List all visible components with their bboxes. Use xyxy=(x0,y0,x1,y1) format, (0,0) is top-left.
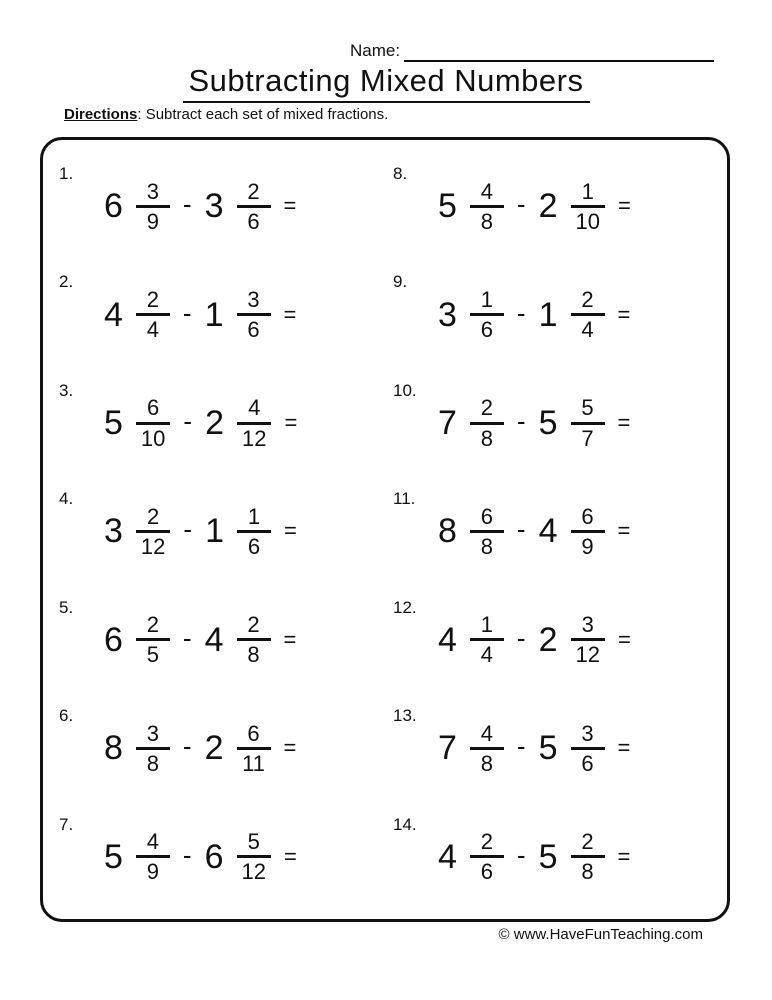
fraction-bar xyxy=(237,313,271,316)
equals-sign: = xyxy=(618,193,631,219)
minuend-numerator: 2 xyxy=(147,503,160,529)
fraction-bar xyxy=(470,855,504,858)
minuend-numerator: 2 xyxy=(480,395,494,421)
minuend-whole: 5 xyxy=(438,187,457,226)
fraction-bar xyxy=(470,205,504,208)
minuend-whole: 8 xyxy=(438,512,457,551)
fraction-bar xyxy=(571,530,605,533)
subtrahend-whole: 3 xyxy=(204,187,224,226)
minus-sign: - xyxy=(183,514,193,545)
equals-sign: = xyxy=(618,626,631,652)
minus-sign: - xyxy=(516,406,526,437)
minuend-fraction xyxy=(470,288,504,341)
problem-number: 10. xyxy=(393,380,417,400)
problem-number: 9. xyxy=(393,272,408,292)
equals-sign: = xyxy=(617,518,631,544)
minuend-denominator: 8 xyxy=(146,750,160,776)
problem-row xyxy=(387,803,721,911)
minuend-denominator: 5 xyxy=(146,642,160,668)
equals-sign: = xyxy=(283,626,297,652)
problem-row xyxy=(53,477,387,585)
subtrahend-numerator: 5 xyxy=(247,829,260,855)
minuend-fraction xyxy=(136,613,170,666)
problem-number: 3. xyxy=(59,380,74,400)
subtrahend-fraction xyxy=(571,288,605,341)
fraction-bar xyxy=(237,855,271,858)
equals-sign: = xyxy=(617,410,631,436)
subtrahend-numerator: 2 xyxy=(581,287,594,313)
problems-box xyxy=(40,137,730,922)
name-blank-line xyxy=(404,39,714,62)
minuend-fraction xyxy=(470,180,504,233)
subtrahend-fraction xyxy=(571,396,605,449)
problem-row xyxy=(387,260,721,368)
subtrahend-numerator: 3 xyxy=(581,612,594,638)
subtrahend-numerator: 4 xyxy=(248,395,261,421)
minuend-numerator: 1 xyxy=(480,612,494,638)
minuend-denominator: 9 xyxy=(146,859,160,885)
subtrahend-whole: 5 xyxy=(538,837,558,876)
fraction-bar xyxy=(136,313,170,316)
page-title xyxy=(0,63,772,103)
directions xyxy=(64,106,388,123)
subtrahend-numerator: 1 xyxy=(581,178,594,204)
subtrahend-denominator: 11 xyxy=(242,750,265,776)
minuend-fraction xyxy=(470,830,504,883)
subtrahend-whole: 2 xyxy=(538,620,558,659)
subtrahend-fraction xyxy=(237,180,271,233)
minuend-whole: 3 xyxy=(438,295,457,334)
minuend-numerator: 4 xyxy=(146,829,160,855)
minuend-whole: 6 xyxy=(104,187,123,226)
problem-row xyxy=(387,477,721,585)
problem-number: 2. xyxy=(59,272,74,292)
minuend-numerator: 2 xyxy=(480,829,494,855)
subtrahend-whole: 6 xyxy=(204,837,224,876)
minuend-numerator: 6 xyxy=(147,395,160,421)
subtrahend-denominator: 4 xyxy=(581,317,594,343)
fraction-bar xyxy=(136,747,170,750)
fraction-bar xyxy=(571,747,605,750)
subtrahend-fraction xyxy=(237,396,271,449)
minuend-whole: 5 xyxy=(104,837,123,876)
minuend-fraction xyxy=(136,288,170,341)
problem-number: 5. xyxy=(59,597,74,617)
subtrahend-whole: 5 xyxy=(538,404,558,443)
subtrahend-denominator: 9 xyxy=(581,533,594,559)
minuend-whole: 5 xyxy=(104,404,123,443)
problem-row xyxy=(53,694,387,802)
minuend-denominator: 8 xyxy=(480,750,494,776)
problem-number: 8. xyxy=(393,164,408,183)
fraction-bar xyxy=(237,530,271,533)
minuend-numerator: 4 xyxy=(480,178,494,204)
problems-grid xyxy=(53,152,721,911)
equals-sign: = xyxy=(617,843,631,869)
subtrahend-numerator: 2 xyxy=(581,829,594,855)
minuend-denominator: 10 xyxy=(140,425,166,451)
minuend-numerator: 3 xyxy=(146,720,160,746)
minuend-fraction xyxy=(136,396,170,449)
problem-row xyxy=(387,152,721,260)
subtrahend-denominator: 12 xyxy=(242,425,267,451)
footer-credit: © www.HaveFunTeaching.com xyxy=(498,926,703,943)
minuend-denominator: 9 xyxy=(146,208,160,234)
problem-number: 13. xyxy=(393,706,417,726)
equals-sign: = xyxy=(284,843,297,869)
minuend-whole: 4 xyxy=(438,620,457,659)
fraction-bar xyxy=(571,313,605,316)
minuend-numerator: 1 xyxy=(480,287,494,313)
minus-sign: - xyxy=(516,189,526,220)
minuend-denominator: 6 xyxy=(480,859,494,885)
minuend-fraction xyxy=(136,722,170,775)
minuend-denominator: 8 xyxy=(480,533,494,559)
fraction-bar xyxy=(470,638,504,641)
problem-row xyxy=(53,152,387,260)
subtrahend-denominator: 7 xyxy=(581,425,594,451)
subtrahend-numerator: 5 xyxy=(581,395,594,421)
problem-number: 14. xyxy=(393,814,417,834)
subtrahend-whole: 2 xyxy=(538,187,558,226)
problem-row xyxy=(387,586,721,694)
equals-sign: = xyxy=(617,301,631,327)
subtrahend-numerator: 2 xyxy=(247,178,260,204)
minus-sign: - xyxy=(183,406,193,437)
minus-sign: - xyxy=(182,297,192,328)
subtrahend-numerator: 3 xyxy=(581,720,594,746)
subtrahend-denominator: 6 xyxy=(247,317,260,343)
fraction-bar xyxy=(237,422,271,425)
problem-number: 6. xyxy=(59,706,74,726)
minuend-denominator: 4 xyxy=(480,642,494,668)
minus-sign: - xyxy=(516,297,526,328)
subtrahend-fraction xyxy=(571,180,605,233)
minus-sign: - xyxy=(182,189,192,220)
problem-number: 11. xyxy=(393,489,416,509)
minuend-denominator: 12 xyxy=(140,533,166,559)
subtrahend-whole: 1 xyxy=(538,295,558,334)
name-label: Name: xyxy=(350,41,401,60)
fraction-bar xyxy=(136,530,170,533)
fraction-bar xyxy=(470,747,504,750)
subtrahend-whole: 2 xyxy=(205,404,224,443)
subtrahend-denominator: 12 xyxy=(241,859,266,885)
subtrahend-denominator: 8 xyxy=(247,642,260,668)
problem-number: 7. xyxy=(59,814,74,834)
problem-row xyxy=(387,694,721,802)
minuend-numerator: 2 xyxy=(146,612,160,638)
problem-row xyxy=(53,586,387,694)
subtrahend-fraction xyxy=(237,830,271,883)
subtrahend-fraction xyxy=(237,613,271,666)
subtrahend-whole: 5 xyxy=(538,729,558,768)
subtrahend-numerator: 6 xyxy=(581,503,594,529)
fraction-bar xyxy=(237,205,271,208)
subtrahend-whole: 2 xyxy=(204,729,224,768)
subtrahend-fraction xyxy=(237,505,271,558)
minuend-fraction xyxy=(470,505,504,558)
subtrahend-numerator: 6 xyxy=(247,720,260,746)
equals-sign: = xyxy=(617,735,631,761)
minuend-denominator: 8 xyxy=(480,208,494,234)
equals-sign: = xyxy=(283,193,297,219)
problem-row xyxy=(53,803,387,911)
fraction-bar xyxy=(136,638,170,641)
minus-sign: - xyxy=(516,839,526,870)
problem-number: 1. xyxy=(59,164,74,183)
subtrahend-whole: 1 xyxy=(205,512,224,551)
subtrahend-denominator: 6 xyxy=(581,750,594,776)
subtrahend-fraction xyxy=(571,722,605,775)
fraction-bar xyxy=(571,638,605,641)
fraction-bar xyxy=(237,747,271,750)
subtrahend-whole: 4 xyxy=(538,512,558,551)
minuend-whole: 3 xyxy=(104,512,123,551)
minus-sign: - xyxy=(516,514,526,545)
subtrahend-fraction xyxy=(571,613,605,666)
problem-number: 4. xyxy=(59,489,74,509)
minus-sign: - xyxy=(182,622,192,653)
minus-sign: - xyxy=(182,731,192,762)
fraction-bar xyxy=(470,530,504,533)
minuend-fraction xyxy=(470,722,504,775)
fraction-bar xyxy=(136,855,170,858)
subtrahend-numerator: 3 xyxy=(247,287,260,313)
minus-sign: - xyxy=(182,839,192,870)
problem-row xyxy=(53,369,387,477)
equals-sign: = xyxy=(284,410,298,436)
minuend-denominator: 8 xyxy=(480,425,494,451)
subtrahend-whole: 1 xyxy=(204,295,224,334)
minuend-numerator: 2 xyxy=(146,287,160,313)
subtrahend-numerator: 2 xyxy=(247,612,260,638)
minuend-whole: 7 xyxy=(438,729,457,768)
problem-row xyxy=(387,369,721,477)
fraction-bar xyxy=(571,205,605,208)
fraction-bar xyxy=(571,422,605,425)
page-title-text: Subtracting Mixed Numbers xyxy=(183,63,590,103)
minus-sign: - xyxy=(516,622,526,653)
minuend-fraction xyxy=(470,613,504,666)
minuend-whole: 8 xyxy=(104,729,123,768)
equals-sign: = xyxy=(283,301,297,327)
minuend-numerator: 4 xyxy=(480,720,494,746)
fraction-bar xyxy=(470,313,504,316)
subtrahend-fraction xyxy=(571,830,605,883)
minus-sign: - xyxy=(516,731,526,762)
fraction-bar xyxy=(470,422,504,425)
subtrahend-fraction xyxy=(237,722,271,775)
subtrahend-denominator: 8 xyxy=(581,859,594,885)
minuend-denominator: 6 xyxy=(480,317,494,343)
subtrahend-denominator: 6 xyxy=(247,208,260,234)
minuend-fraction xyxy=(136,830,170,883)
equals-sign: = xyxy=(283,735,297,761)
problem-row xyxy=(53,260,387,368)
minuend-whole: 7 xyxy=(438,404,457,443)
minuend-denominator: 4 xyxy=(146,317,160,343)
minuend-whole: 4 xyxy=(104,295,123,334)
subtrahend-fraction xyxy=(571,505,605,558)
subtrahend-denominator: 12 xyxy=(575,642,600,668)
fraction-bar xyxy=(237,638,271,641)
minuend-fraction xyxy=(136,505,170,558)
subtrahend-whole: 4 xyxy=(204,620,224,659)
fraction-bar xyxy=(136,205,170,208)
directions-label: Directions xyxy=(64,106,138,123)
equals-sign: = xyxy=(284,518,297,544)
subtrahend-numerator: 1 xyxy=(247,503,261,529)
directions-text: : Subtract each set of mixed fractions. xyxy=(137,106,389,123)
minuend-fraction xyxy=(470,396,504,449)
fraction-bar xyxy=(136,422,170,425)
minuend-numerator: 6 xyxy=(480,503,494,529)
minuend-whole: 4 xyxy=(438,837,457,876)
minuend-whole: 6 xyxy=(104,620,123,659)
fraction-bar xyxy=(571,855,605,858)
subtrahend-fraction xyxy=(237,288,271,341)
subtrahend-denominator: 10 xyxy=(575,208,600,234)
minuend-fraction xyxy=(136,180,170,233)
minuend-numerator: 3 xyxy=(146,178,160,204)
problem-number: 12. xyxy=(393,597,417,617)
subtrahend-denominator: 6 xyxy=(247,533,261,559)
